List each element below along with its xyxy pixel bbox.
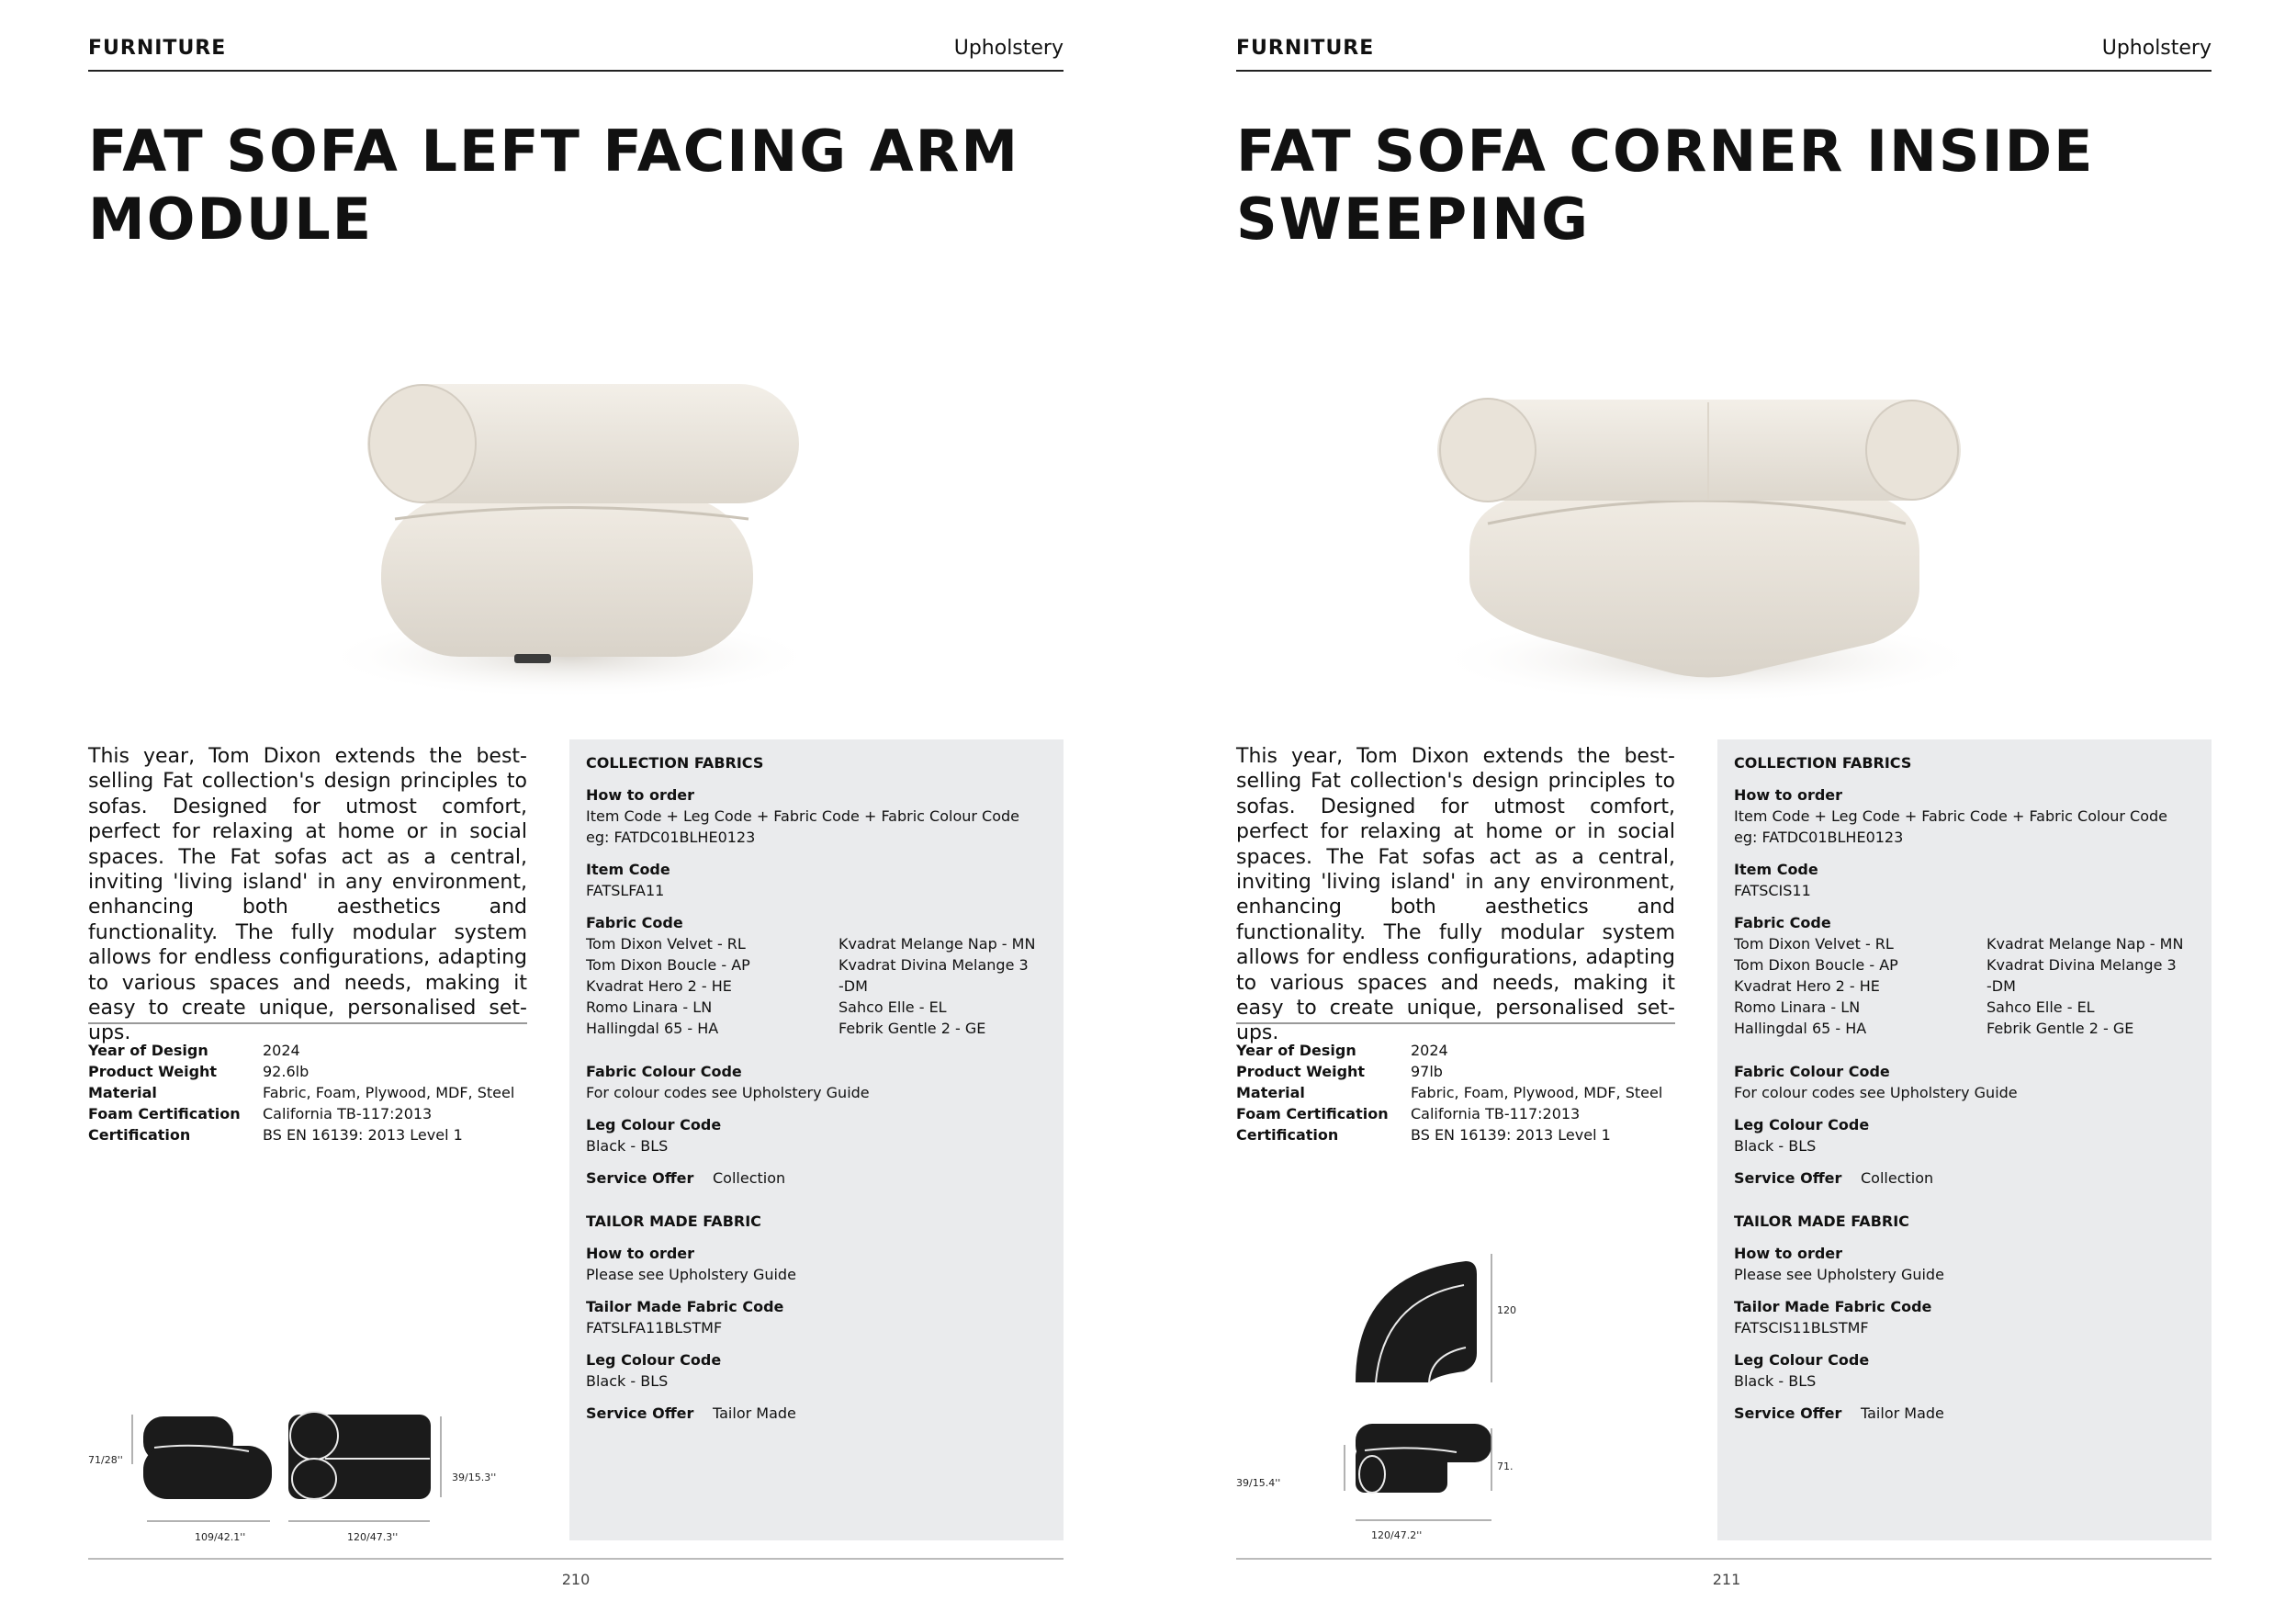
tailor-how-to-order-text: Please see Upholstery Guide xyxy=(1734,1266,1944,1283)
fabric-item: -DM xyxy=(1986,977,2016,995)
dimension-height-label: 71. xyxy=(1497,1460,1514,1472)
fabric-item: Kvadrat Divina Melange 3 xyxy=(838,956,1029,974)
product-title-line-2: MODULE xyxy=(88,186,374,253)
spec-row xyxy=(88,1040,529,1061)
service-offer-value: Collection xyxy=(1861,1169,1934,1187)
catalog-page-right xyxy=(1148,0,2296,1624)
item-code-label: Item Code xyxy=(586,861,670,878)
divider xyxy=(88,1022,527,1024)
spec-value: California TB-117:2013 xyxy=(263,1105,433,1122)
product-title-line-2: SWEEPING xyxy=(1236,186,1591,253)
spec-row xyxy=(1236,1082,1677,1103)
fabric-list xyxy=(1734,933,2202,1039)
product-description: This year, Tom Dixon extends the best-selling Fat collection's design principles to sofas. Designed for utmost comfort, perfect for relaxing at home or in social spaces. The Fat sofas act as a central, inviting 'living island' in any environment, enhancing both aesthetics and functionality. The fully modular system allows for endless configurations, adapting to various spaces and needs, making it easy to create unique, personalised set-ups. xyxy=(1236,745,1675,1045)
dimension-top-width-label: 120 xyxy=(1497,1304,1516,1316)
tailor-service-offer-row xyxy=(586,1403,1054,1424)
spec-value: BS EN 16139: 2013 Level 1 xyxy=(263,1126,463,1144)
spec-value: Fabric, Foam, Plywood, MDF, Steel xyxy=(1411,1084,1663,1101)
fabric-item: Febrik Gentle 2 - GE xyxy=(838,1020,986,1037)
how-to-order-text: Item Code + Leg Code + Fabric Code + Fabric Colour Code xyxy=(1734,807,2168,825)
spec-value: 2024 xyxy=(1411,1042,1448,1059)
service-offer-row xyxy=(586,1167,1054,1189)
service-offer-value: Collection xyxy=(713,1169,786,1187)
spec-table xyxy=(1236,1040,1677,1145)
tailor-made-heading: TAILOR MADE FABRIC xyxy=(1734,1212,1909,1230)
spec-value: 2024 xyxy=(263,1042,300,1059)
fabric-list xyxy=(586,933,1054,1039)
leg-colour-code-text: Black - BLS xyxy=(586,1137,669,1155)
collection-fabrics-heading: COLLECTION FABRICS xyxy=(586,754,764,772)
tailor-how-to-order-text: Please see Upholstery Guide xyxy=(586,1266,796,1283)
page-header xyxy=(1236,37,2212,72)
product-title-line-1: FAT SOFA LEFT FACING ARM xyxy=(88,118,1020,185)
page-number: 210 xyxy=(561,1571,591,1588)
service-offer-row xyxy=(1734,1167,2202,1189)
section-label: FURNITURE xyxy=(1236,37,1375,60)
order-example: eg: FATDC01BLHE0123 xyxy=(586,829,756,846)
tailor-made-heading: TAILOR MADE FABRIC xyxy=(586,1212,761,1230)
product-title xyxy=(88,118,1064,254)
fabric-item: Kvadrat Melange Nap - MN xyxy=(838,935,1036,953)
spec-row xyxy=(1236,1061,1677,1082)
spec-label: Foam Certification xyxy=(1236,1105,1389,1122)
tailor-leg-colour-text: Black - BLS xyxy=(586,1372,669,1390)
fabric-item: Sahco Elle - EL xyxy=(838,998,947,1016)
dimension-diagram xyxy=(1236,1245,1659,1539)
fabric-item: Kvadrat Divina Melange 3 xyxy=(1986,956,2177,974)
spec-value: 92.6lb xyxy=(263,1063,310,1080)
tailor-how-to-order-label: How to order xyxy=(1734,1245,1843,1262)
spec-label: Foam Certification xyxy=(88,1105,241,1122)
category-label: Upholstery xyxy=(953,37,1064,60)
spec-table xyxy=(88,1040,529,1145)
item-code-label: Item Code xyxy=(1734,861,1818,878)
fabric-item: Febrik Gentle 2 - GE xyxy=(1986,1020,2134,1037)
how-to-order-label: How to order xyxy=(1734,786,1843,804)
spec-label: Certification xyxy=(88,1126,191,1144)
tailor-service-offer-row xyxy=(1734,1403,2202,1424)
product-description: This year, Tom Dixon extends the best-selling Fat collection's design principles to sofas. Designed for utmost comfort, perfect for relaxing at home or in social spaces. The Fat sofas act as a central, inviting 'living island' in any environment, enhancing both aesthetics and functionality. The fully modular system allows for endless configurations, adapting to various spaces and needs, making it easy to create unique, personalised set-ups. xyxy=(88,745,527,1045)
ordering-info-panel xyxy=(569,739,1064,1540)
ordering-info-panel xyxy=(1717,739,2212,1540)
spec-label: Certification xyxy=(1236,1126,1339,1144)
spec-row xyxy=(88,1082,529,1103)
tailor-how-to-order-label: How to order xyxy=(586,1245,695,1262)
spec-row xyxy=(88,1103,529,1124)
order-example: eg: FATDC01BLHE0123 xyxy=(1734,829,1904,846)
spec-label: Product Weight xyxy=(88,1063,218,1080)
fabric-item: Tom Dixon Boucle - AP xyxy=(1734,956,1898,974)
spec-value: Fabric, Foam, Plywood, MDF, Steel xyxy=(263,1084,515,1101)
collection-fabrics-heading: COLLECTION FABRICS xyxy=(1734,754,1912,772)
spec-value: 97lb xyxy=(1411,1063,1443,1080)
fabric-item: Hallingdal 65 - HA xyxy=(1734,1020,1867,1037)
fabric-item: Romo Linara - LN xyxy=(586,998,713,1016)
fabric-item: Kvadrat Melange Nap - MN xyxy=(1986,935,2184,953)
tailor-leg-colour-label: Leg Colour Code xyxy=(586,1351,722,1369)
spec-label: Material xyxy=(1236,1084,1305,1101)
fabric-item: Sahco Elle - EL xyxy=(1986,998,2095,1016)
spec-label: Material xyxy=(88,1084,157,1101)
dimension-width-label: 120/47.3'' xyxy=(347,1531,399,1543)
product-title xyxy=(1236,118,2212,254)
spec-label: Year of Design xyxy=(1236,1042,1356,1059)
dimension-depth-label: 39/15.3'' xyxy=(452,1472,497,1483)
item-code: FATSLFA11 xyxy=(586,882,665,899)
fabric-colour-code-label: Fabric Colour Code xyxy=(1734,1063,1890,1080)
leg-colour-code-label: Leg Colour Code xyxy=(1734,1116,1870,1133)
fabric-item: -DM xyxy=(838,977,868,995)
tailor-leg-colour-label: Leg Colour Code xyxy=(1734,1351,1870,1369)
service-offer-label: Service Offer xyxy=(586,1404,694,1422)
footer-divider xyxy=(88,1558,1064,1560)
fabric-colour-code-text: For colour codes see Upholstery Guide xyxy=(1734,1084,2018,1101)
tailor-fabric-code-label: Tailor Made Fabric Code xyxy=(586,1298,784,1315)
fabric-colour-code-label: Fabric Colour Code xyxy=(586,1063,742,1080)
spec-label: Product Weight xyxy=(1236,1063,1366,1080)
fabric-item: Tom Dixon Velvet - RL xyxy=(1734,935,1894,953)
fabric-item: Hallingdal 65 - HA xyxy=(586,1020,719,1037)
dimension-width-label: 109/42.1'' xyxy=(195,1531,246,1543)
service-offer-value: Tailor Made xyxy=(1861,1404,1944,1422)
tailor-fabric-code: FATSLFA11BLSTMF xyxy=(586,1319,723,1336)
category-label: Upholstery xyxy=(2101,37,2212,60)
spec-row xyxy=(88,1061,529,1082)
page-number: 211 xyxy=(1712,1571,1741,1588)
service-offer-value: Tailor Made xyxy=(713,1404,796,1422)
fabric-code-label: Fabric Code xyxy=(1734,914,1831,931)
leg-colour-code-text: Black - BLS xyxy=(1734,1137,1817,1155)
dimension-height-label: 71/28'' xyxy=(88,1454,123,1466)
dimension-diagram xyxy=(88,1405,511,1552)
spec-value: BS EN 16139: 2013 Level 1 xyxy=(1411,1126,1611,1144)
spec-row xyxy=(88,1124,529,1145)
leg-colour-code-label: Leg Colour Code xyxy=(586,1116,722,1133)
dimension-depth-label: 39/15.4'' xyxy=(1236,1477,1281,1489)
spec-label: Year of Design xyxy=(88,1042,208,1059)
divider xyxy=(1236,1022,1675,1024)
item-code: FATSCIS11 xyxy=(1734,882,1811,899)
fabric-item: Kvadrat Hero 2 - HE xyxy=(586,977,732,995)
service-offer-label: Service Offer xyxy=(1734,1169,1842,1187)
footer-divider xyxy=(1236,1558,2212,1560)
service-offer-label: Service Offer xyxy=(586,1169,694,1187)
fabric-item: Romo Linara - LN xyxy=(1734,998,1861,1016)
dimension-width-label: 120/47.2'' xyxy=(1371,1529,1423,1541)
spec-value: California TB-117:2013 xyxy=(1411,1105,1581,1122)
spec-row xyxy=(1236,1124,1677,1145)
fabric-item: Tom Dixon Velvet - RL xyxy=(586,935,746,953)
section-label: FURNITURE xyxy=(88,37,227,60)
fabric-code-label: Fabric Code xyxy=(586,914,683,931)
product-photo-arm-module xyxy=(294,367,845,716)
fabric-item: Tom Dixon Boucle - AP xyxy=(586,956,750,974)
fabric-item: Kvadrat Hero 2 - HE xyxy=(1734,977,1880,995)
service-offer-label: Service Offer xyxy=(1734,1404,1842,1422)
how-to-order-label: How to order xyxy=(586,786,695,804)
fabric-colour-code-text: For colour codes see Upholstery Guide xyxy=(586,1084,870,1101)
tailor-fabric-code-label: Tailor Made Fabric Code xyxy=(1734,1298,1932,1315)
spec-row xyxy=(1236,1040,1677,1061)
tailor-fabric-code: FATSCIS11BLSTMF xyxy=(1734,1319,1869,1336)
page-header xyxy=(88,37,1064,72)
spec-row xyxy=(1236,1103,1677,1124)
how-to-order-text: Item Code + Leg Code + Fabric Code + Fabric Colour Code xyxy=(586,807,1020,825)
product-photo-corner-module xyxy=(1405,367,1993,716)
product-title-line-1: FAT SOFA CORNER INSIDE xyxy=(1236,118,2095,185)
tailor-leg-colour-text: Black - BLS xyxy=(1734,1372,1817,1390)
